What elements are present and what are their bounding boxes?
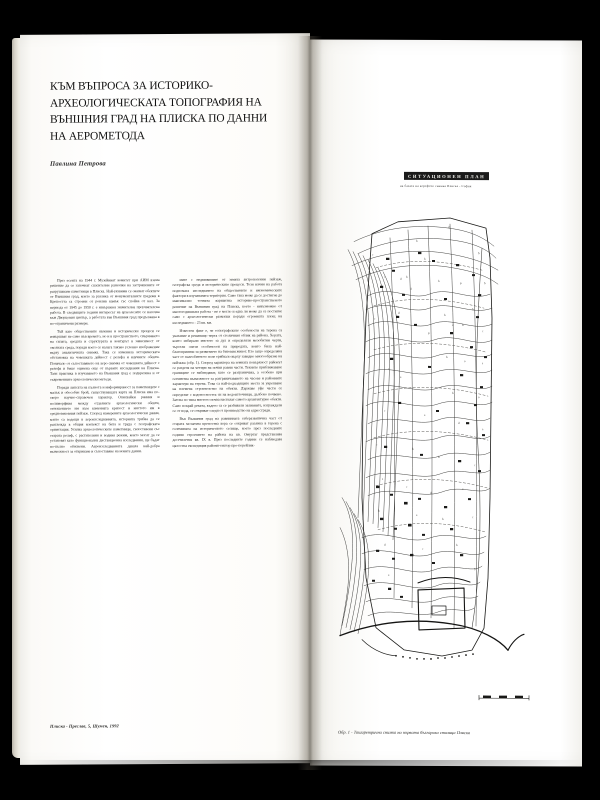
svg-text:b: b [474, 567, 476, 572]
map-annotations [372, 225, 486, 577]
paragraph: Тъй като обществените явления и исторически процеси се извършват не само във времето, но и в пространството, свързването на силата, средата и структурата и контурът в зависимост от околната среда, поради което се налага такъво условно изображение върху аналитичната снимка. Така се изменила историческата обстановка на човешката дейност с релефа и научните обекти. Поначало от съпоставянето на аеро снимка от човешката дейност с релефа и беше оценена още от първите изследвания на Плиска. Тази практика в изучаването на Външния град е подкрепена и от съвременните археологически методи. [50, 328, 160, 382]
svg-text:d: d [458, 421, 460, 426]
citadel-outline [418, 588, 465, 630]
book-spread [12, 26, 588, 774]
svg-text:c: c [384, 274, 386, 279]
svg-text:c: c [388, 366, 390, 371]
svg-text:d: d [384, 542, 386, 547]
author-name: Павлина Петрова [50, 160, 106, 168]
svg-text:a: a [424, 412, 426, 417]
svg-text:b: b [438, 278, 440, 283]
dotted-south-boundary [395, 653, 474, 660]
left-page [20, 33, 310, 765]
left-page-content [50, 77, 282, 738]
svg-text:b: b [406, 274, 408, 279]
svg-text:p: p [460, 281, 462, 286]
svg-text:c: c [482, 329, 484, 334]
svg-text:c: c [472, 515, 474, 520]
figure-subtitle: на базата на аерофото снимка Плиска - София [400, 183, 472, 189]
paragraph: Във Външния град на равнинната себеразвитична част от старата мозаечна крепостна кора се откриват разлика в терена с големината на историческото селище, което през последните години строението на района на кв. Омуртаг представлява десетилетия кв. IX в. През последните години се наблюдава цялостна експедиция райони-сектор про-порейлик- [172, 416, 282, 448]
svg-text:a: a [400, 374, 402, 379]
svg-text:b: b [452, 391, 454, 396]
svg-text:s: s [482, 361, 484, 366]
svg-text:d: d [400, 276, 402, 281]
paragraph: През есента на 1944 г. Музейният комитет при АИМ взема решение да се започнат спасителни разкопки на застрашените от разрушаване паметници в Плиска. Най-уязвими се оказват обектите от Външния град, които за разлика от монументалните градежи в Крепостта са строени от ронлив камък със спойка от кал. За периода от 1945 до 1950 г. е извършена значителна проучвателска работа. В следващите години интересът на археолозите се насочва към Дворцовия център, а работата във Външния град продължава в по-ограничени размери. [50, 278, 160, 326]
svg-text:d: d [398, 310, 400, 315]
situation-plan-map [332, 198, 564, 715]
svg-text:b: b [442, 516, 444, 521]
page-footer: Плиска - Преслав, 5, Шумен, 1992 [50, 723, 119, 729]
svg-text:d: d [452, 323, 454, 328]
svg-text:d: d [448, 225, 450, 230]
svg-text:d: d [430, 490, 432, 495]
svg-text:a: a [482, 427, 484, 432]
svg-text:c: c [406, 484, 408, 489]
svg-text:c: c [384, 408, 386, 413]
svg-text:a: a [388, 572, 390, 577]
svg-text:b: b [462, 323, 464, 328]
svg-text:c: c [422, 546, 424, 551]
svg-text:o: o [478, 395, 480, 400]
paragraph: Поради липсата на пълнота и информираност за паметниците с малък и обособен брой, съществуващата карта на Плиска има по-скоро научно-справочен характер. Описвайки ранния и полиморфния между отделните археологически обекти, отношението им към каменната крепост и мястото им в средновековния пейзаж. Според намерените археологически данни, които са водещи в аероизследванията, историята трябва да се разглежда в общия контекст на бита и труда с географската ориентация. Усилва археологическите паметници, съпоставени със старата релеф, с растителния и водния режим, които могат да се установят като функционална дистанционна изследвания, ще бъдат по-пълно обяснени. Аероизследванията даваха най-добра възможност за откриване и съпоставяне на новите данни. [50, 384, 160, 454]
svg-text:b: b [424, 256, 426, 261]
svg-text:c: c [376, 442, 378, 447]
svg-text:c: c [372, 252, 374, 257]
svg-text:p: p [428, 330, 430, 335]
svg-text:o: o [464, 359, 466, 364]
svg-text:o: o [462, 487, 464, 492]
svg-text:r: r [374, 336, 375, 341]
svg-text:s: s [382, 476, 384, 481]
svg-text:b: b [412, 446, 414, 451]
paragraph: мите с недвижимите от земята антропогенни пейзаж, географска среда и историческите процеси. Този начин на работа подпомага изследването на обществените и икономическите фактори в изучаваната територия. Само така може да се достигне до максимално точната вариантна историко-пространственото решение на Външния град на Плиска, което - невъзможно от многогодишната работа - не е могло и едва ли може да се постигне само с археологически разкопки поради огромната площ на изследването - 23 кв. км. [172, 277, 282, 325]
paragraph: Известен факт е, че топографските особености на терена са указание и решаващо черта от столичния облик на района. Хората, които избирали мястото за дул и определяли мезобитни черти, търсели онези особености на природата, които била най-благоприятни за развитието на битовия живот. Ето защо определяна част от палеобитното поле трябвало върху завидно многообразие на пейзажа (обр. 1). Според характера на земната повърхност районът се разделя на четири на почви равни части. Техните приближаване границите се наблюдават, като се разграничава, а особено при сегментна възможност за разграничаването на часове и районните характери на терена. Това са най-подходящите места за укрепване на племена строителство на обекти. Държаве уфе части се определят с водоносността си на водоизточници, дълбоко почвено. Затова по типа мястото почва настилат самото архитектурно обекти. Само покрай реката, където са се разбивали заливните, изграждали се от вода, се откриват следи от производство на едри сгради. [172, 327, 282, 413]
svg-text:b: b [456, 543, 458, 548]
svg-text:b: b [438, 454, 440, 459]
right-page-content [328, 80, 564, 749]
svg-text:b: b [472, 307, 474, 312]
svg-text:b: b [478, 251, 480, 256]
site-markers [372, 252, 487, 598]
svg-text:a: a [416, 512, 418, 517]
rampart-line [340, 621, 508, 650]
figure-caption: Обр. 1 - Таширетрична снимка на първата българска столица Плиска [338, 729, 471, 736]
map-drawing [332, 198, 564, 715]
map-scale-bar [478, 692, 530, 701]
svg-text:d: d [410, 286, 412, 291]
body-text-columns [50, 277, 282, 455]
page-title: КЪМ ВЪПРОСА ЗА ИСТОРИКО-АРХЕОЛОГИЧЕСКАТА ТОПОГРАФИЯ НА ВЪНШНИЯ ГРАД НА ПЛИСКА ПО ДАННИ НА АЕРОМЕТОДА [50, 79, 268, 143]
svg-text:b: b [444, 312, 446, 317]
svg-text:c: c [474, 463, 476, 468]
right-page [310, 39, 582, 766]
svg-text:b: b [446, 355, 448, 360]
svg-text:b: b [416, 238, 418, 243]
svg-text:b: b [378, 508, 380, 513]
svg-text:c: c [374, 316, 376, 321]
svg-text:b: b [484, 281, 486, 286]
figure-title-banner: СИТУАЦИОНЕН ПЛАН [404, 172, 489, 181]
